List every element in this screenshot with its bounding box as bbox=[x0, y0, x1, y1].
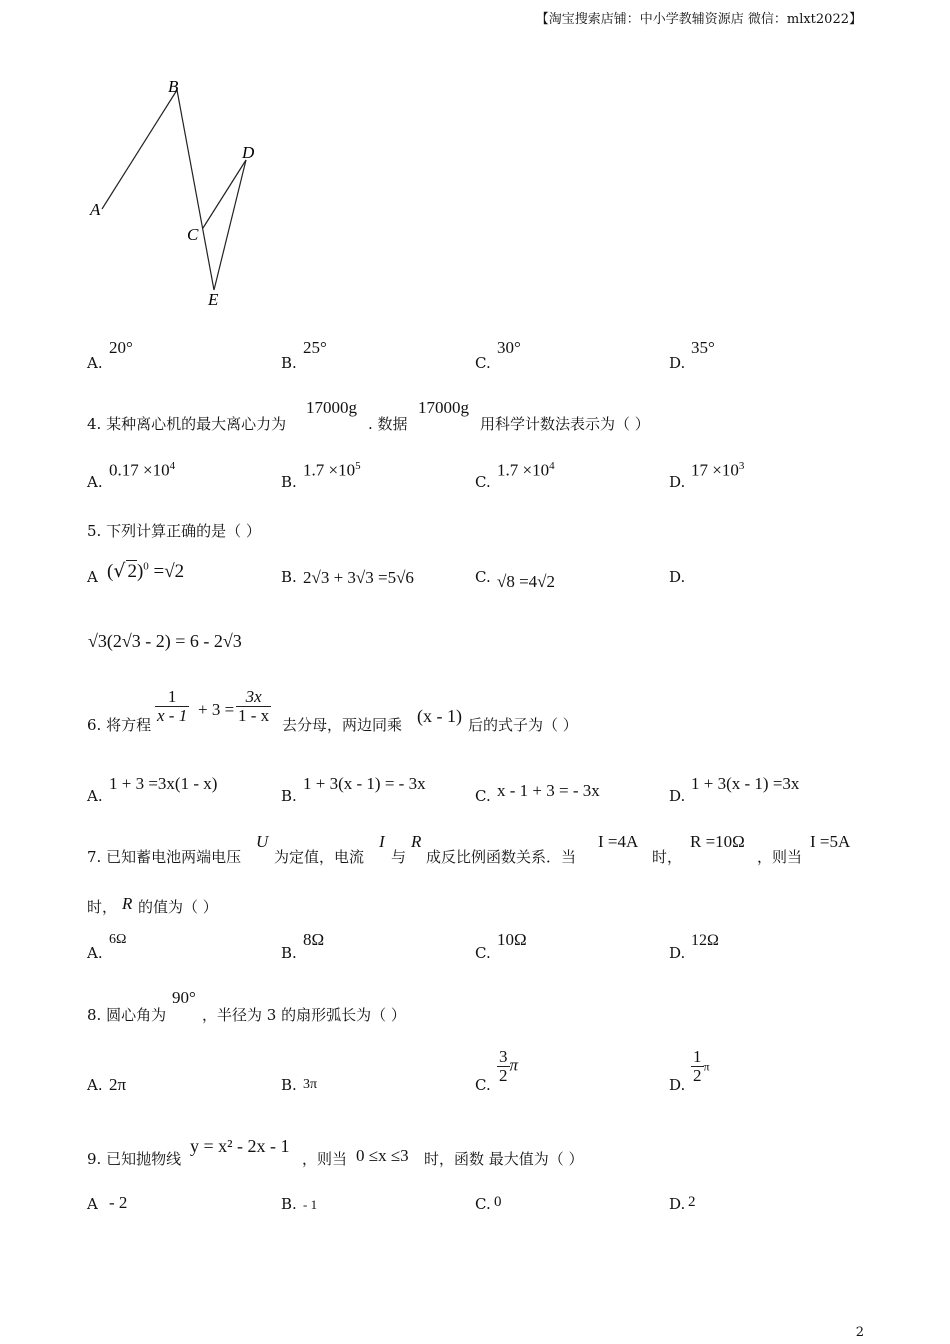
q7-symbol-u: U bbox=[256, 832, 269, 851]
segment-be bbox=[177, 90, 214, 290]
q8-option-d-value: $\frac{1}{2}$ π bbox=[693, 1047, 710, 1085]
q5-option-a-expr: (√ 2)$^0$ =√2 bbox=[107, 560, 185, 582]
q6-fraction-2: $\frac{3x}{1 - x}$ bbox=[238, 687, 270, 725]
q5-option-a-letter: A bbox=[87, 568, 98, 586]
q3-option-d-value: 35° bbox=[691, 338, 715, 357]
q4-stem-c: 用科学计数法表示为（ ） bbox=[480, 415, 650, 433]
q9-option-a-value: - 2 bbox=[109, 1193, 128, 1212]
q4-value-b: 17000g bbox=[418, 398, 469, 417]
q7-stem-d: 成反比例函数关系．当 bbox=[426, 848, 577, 866]
q8-option-c-value: $\frac{3}{2}$ π bbox=[499, 1047, 519, 1085]
q4-stem-a: 4. 某种离心机的最大离心力为 bbox=[87, 415, 287, 433]
q4-option-c-letter: C. bbox=[475, 473, 491, 491]
q3-option-b-letter: B. bbox=[281, 354, 297, 372]
q9-option-a-letter: A bbox=[87, 1195, 98, 1213]
q8-option-d-letter: D. bbox=[669, 1076, 686, 1094]
q3-option-c-value: 30° bbox=[497, 338, 521, 357]
q7-condition-current: I =4A bbox=[598, 832, 639, 851]
q4-option-a-value: $0.17 \times 10^4$ bbox=[109, 460, 176, 480]
q3-option-d-letter: D. bbox=[669, 354, 686, 372]
q8-option-b-value: 3π bbox=[303, 1077, 318, 1092]
q8-option-c-letter: C. bbox=[475, 1076, 491, 1094]
q7-option-a-value: 6Ω bbox=[109, 932, 127, 947]
q7-stem-f: ，则当 bbox=[757, 848, 803, 866]
q8-option-a-value: 2π bbox=[109, 1075, 127, 1094]
q6-option-b-letter: B. bbox=[281, 787, 297, 805]
q5-stem: 5. 下列计算正确的是（ ） bbox=[87, 522, 261, 540]
point-label-b: B bbox=[168, 77, 179, 96]
q9-parabola-expression: y = x² - 2x - 1 bbox=[190, 1136, 290, 1156]
point-label-d: D bbox=[242, 143, 255, 162]
q9-option-d-letter: D. bbox=[669, 1195, 686, 1213]
q7-option-d-value: 12Ω bbox=[691, 932, 719, 949]
q4-value-a: 17000g bbox=[306, 398, 357, 417]
q4-option-d-letter: D. bbox=[669, 473, 686, 491]
q7-option-c-value: 10Ω bbox=[497, 930, 527, 949]
q3-option-c-letter: C. bbox=[475, 354, 491, 372]
q9-stem-a: 9. 已知抛物线 bbox=[87, 1150, 182, 1168]
q3-option-a-letter: A. bbox=[87, 354, 103, 372]
q7-condition-resistance: R =10Ω bbox=[690, 832, 745, 851]
q5-option-c-expr: √8 =4√2 bbox=[497, 572, 555, 591]
q5-option-c-letter: C. bbox=[475, 568, 491, 586]
point-label-a: A bbox=[90, 200, 101, 219]
q9-option-d-value: 2 bbox=[688, 1194, 696, 1210]
q6-fraction-1: $\frac{1}{x - 1}$ bbox=[157, 687, 188, 725]
q8-option-a-letter: A. bbox=[87, 1076, 103, 1094]
segment-dc bbox=[203, 160, 246, 228]
q7-line2-symbol-r: R bbox=[122, 894, 133, 913]
q9-stem-c: 时，函数 最大值为（ ） bbox=[424, 1150, 584, 1168]
segment-ed bbox=[214, 160, 246, 290]
q9-range: 0 ≤x ≤3 bbox=[356, 1146, 409, 1165]
q7-option-d-letter: D. bbox=[669, 944, 686, 962]
q7-line2-a: 时， bbox=[87, 898, 118, 916]
q8-angle: 90° bbox=[172, 988, 196, 1007]
q6-option-a-letter: A. bbox=[87, 787, 103, 805]
q7-option-b-value: 8Ω bbox=[303, 930, 325, 949]
q7-symbol-i: I bbox=[379, 832, 385, 851]
q4-option-b-letter: B. bbox=[281, 473, 297, 491]
q5-option-d-expr: √3(2√3 - 2) = 6 - 2√3 bbox=[88, 631, 242, 651]
q6-multiplier: (x - 1) bbox=[417, 706, 462, 726]
q7-symbol-r: R bbox=[411, 832, 422, 851]
q5-option-b-expr: 2√3 + 3√3 =5√6 bbox=[303, 568, 414, 587]
q4-stem-b: . 数据 bbox=[368, 415, 408, 433]
q9-option-b-letter: B. bbox=[281, 1195, 297, 1213]
q7-stem-c: 与 bbox=[391, 848, 407, 866]
q6-plus-three: + 3 = bbox=[198, 700, 235, 719]
q6-stem-c: 后的式子为（ ） bbox=[468, 716, 578, 734]
q9-stem-b: ，则当 bbox=[302, 1150, 348, 1168]
q7-stem-b: 为定值，电流 bbox=[274, 848, 365, 866]
q8-stem-b: ，半径为 3 的扇形弧长为（ ） bbox=[202, 1006, 406, 1024]
q9-option-c-value: 0 bbox=[494, 1194, 502, 1210]
q6-option-d-expr: 1 + 3(x - 1) =3x bbox=[691, 774, 800, 793]
q3-option-a-value: 20° bbox=[109, 338, 133, 357]
geometry-figure bbox=[80, 72, 280, 312]
q9-option-c-letter: C. bbox=[475, 1195, 491, 1213]
page-number: 2 bbox=[855, 1325, 864, 1340]
q7-option-a-letter: A. bbox=[87, 944, 103, 962]
q7-line2-b: 的值为（ ） bbox=[138, 898, 218, 916]
q7-option-c-letter: C. bbox=[475, 944, 491, 962]
q4-option-b-value: $1.7 \times 10^5$ bbox=[303, 460, 361, 480]
q3-option-b-value: 25° bbox=[303, 338, 327, 357]
segment-ab bbox=[102, 90, 177, 209]
q6-stem-a: 6. 将方程 bbox=[87, 716, 152, 734]
q5-option-b-letter: B. bbox=[281, 568, 297, 586]
q7-stem-a: 7. 已知蓄电池两端电压 bbox=[87, 848, 242, 866]
q6-option-a-expr: 1 + 3 =3x(1 - x) bbox=[109, 774, 218, 793]
q4-option-c-value: $1.7 \times 10^4$ bbox=[497, 460, 555, 480]
q7-stem-e: 时， bbox=[652, 848, 683, 866]
q7-condition-current-2: I =5A bbox=[810, 832, 851, 851]
q4-option-a-letter: A. bbox=[87, 473, 103, 491]
q8-stem-a: 8. 圆心角为 bbox=[87, 1006, 167, 1024]
q7-option-b-letter: B. bbox=[281, 944, 297, 962]
q9-option-b-value: - 1 bbox=[303, 1197, 318, 1212]
q4-option-d-value: $17 \times 10^3$ bbox=[691, 460, 745, 480]
q6-stem-b: 去分母，两边同乘 bbox=[282, 716, 403, 734]
q8-option-b-letter: B. bbox=[281, 1076, 297, 1094]
page-header: 【淘宝搜索店铺：中小学教辅资源店 微信：mlxt2022】 bbox=[535, 12, 862, 27]
q6-option-d-letter: D. bbox=[669, 787, 686, 805]
q6-option-b-expr: 1 + 3(x - 1) = - 3x bbox=[303, 774, 426, 793]
q6-option-c-letter: C. bbox=[475, 787, 491, 805]
q5-option-d-letter: D. bbox=[669, 568, 686, 586]
point-label-e: E bbox=[208, 290, 219, 309]
q6-option-c-expr: x - 1 + 3 = - 3x bbox=[497, 781, 600, 800]
point-label-c: C bbox=[187, 225, 199, 244]
